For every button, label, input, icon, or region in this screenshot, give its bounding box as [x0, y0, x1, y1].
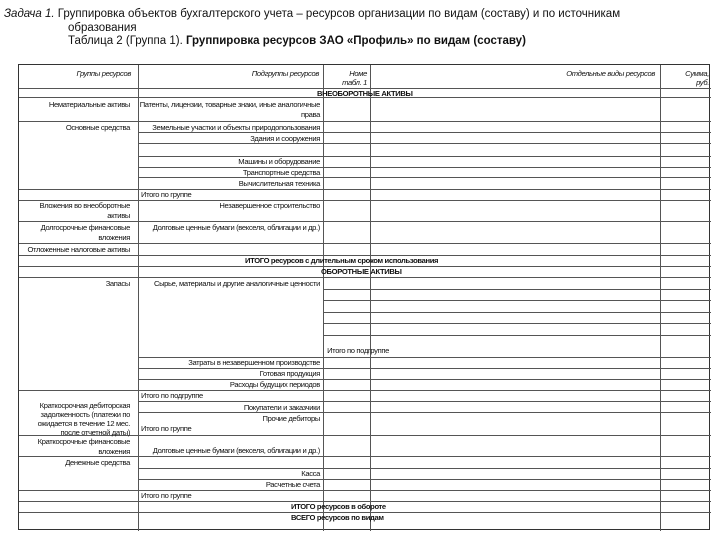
- subtotal-fixed-assets: Итого по группе: [141, 190, 192, 199]
- task-line: [4, 8, 716, 22]
- row-divider: [19, 221, 711, 222]
- row-divider: [19, 277, 711, 278]
- group-cash: Денежные средства: [65, 458, 130, 467]
- header-sum-line2: руб.: [696, 78, 709, 87]
- document-heading: [4, 8, 716, 49]
- subgroup-st-securities: Долговые ценные бумаги (векселя, облигации и др.): [152, 446, 320, 455]
- subgroup-buildings: Здания и сооружения: [250, 134, 320, 143]
- group-investments-line2: активы: [107, 211, 130, 220]
- subgroup-land: Земельные участки и объекты природопользования: [152, 123, 320, 132]
- group-lt-financial-line1: Долгосрочные финансовые: [40, 223, 130, 232]
- group-st-financial-line1: Краткосрочные финансовые: [37, 437, 130, 446]
- subgroup-lt-securities: Долговые ценные бумаги (векселя, облигации и др.): [152, 223, 320, 232]
- row-divider: [323, 323, 711, 324]
- row-divider: [19, 490, 711, 491]
- col-divider: [370, 65, 371, 531]
- subtotal-inventory: Итого по подгруппе: [141, 391, 203, 400]
- section-current-assets: ОБОРОТНЫЕ АКТИВЫ: [321, 267, 402, 276]
- task-line-cont: образования: [68, 21, 137, 34]
- col-divider: [660, 65, 661, 531]
- header-kinds: Отдельные виды ресурсов: [566, 69, 655, 78]
- group-st-receivables-line2: задолженность (платежи по: [40, 410, 130, 419]
- subtotal-receivables: Итого по группе: [141, 424, 192, 433]
- subgroup-construction: Незавершенное строительство: [219, 201, 320, 210]
- group-st-financial-line2: вложения: [98, 447, 130, 456]
- resources-table: [18, 64, 710, 530]
- row-divider: [138, 401, 711, 402]
- subgroup-raw-materials: Сырье, материалы и другие аналогичные ценности: [153, 279, 320, 288]
- total-current-resources: ИТОГО ресурсов в обороте: [291, 502, 386, 511]
- subtotal-raw-materials: Итого по подгруппе: [327, 346, 389, 355]
- row-divider: [19, 390, 711, 391]
- row-divider: [19, 189, 711, 190]
- subtotal-cash: Итого по группе: [141, 491, 192, 500]
- subgroup-other-debtors: Прочие дебиторы: [262, 414, 320, 423]
- header-sum-line1: Сумма,: [685, 69, 709, 78]
- header-number-line1: Номе: [349, 69, 367, 78]
- row-divider: [138, 412, 711, 413]
- header-number-line2: табл. 1: [342, 78, 367, 87]
- subgroup-computers: Вычислительная техника: [238, 179, 320, 188]
- row-divider: [138, 177, 711, 178]
- group-fixed-assets: Основные средства: [65, 123, 130, 132]
- subgroup-settlement-accounts: Расчетные счета: [265, 480, 320, 489]
- row-divider: [323, 312, 711, 313]
- group-deferred-tax: Отложенные налоговые активы: [27, 245, 130, 254]
- subgroup-patents-line1: Патенты, лицензии, товарные знаки, иные аналогичные: [139, 100, 320, 109]
- row-divider: [19, 121, 711, 122]
- row-divider: [19, 456, 711, 457]
- section-noncurrent-assets: ВНЕОБОРОТНЫЕ АКТИВЫ: [317, 89, 413, 98]
- group-st-receivables-line1: Краткосрочная дебиторская: [39, 401, 130, 410]
- subgroup-machinery: Машины и оборудование: [238, 157, 320, 166]
- task-text: Группировка объектов бухгалтерского учета – ресурсов организации по видам (составу) и по источникам: [54, 8, 621, 20]
- subgroup-vehicles: Транспортные средства: [242, 168, 320, 177]
- subgroup-wip: Затраты в незавершенном производстве: [188, 358, 320, 367]
- grand-total-resources: ВСЕГО ресурсов по видам: [291, 513, 384, 522]
- row-divider: [19, 243, 711, 244]
- row-divider: [323, 335, 711, 336]
- row-divider: [323, 289, 711, 290]
- row-divider: [138, 143, 711, 144]
- table-caption: [4, 35, 716, 49]
- subgroup-customers: Покупатели и заказчики: [243, 403, 320, 412]
- row-divider: [138, 132, 711, 133]
- header-groups: Группы ресурсов: [76, 69, 131, 78]
- group-intangible: Нематериальные активы: [48, 100, 130, 109]
- group-investments-line1: Вложения во внеоборотные: [39, 201, 130, 210]
- group-lt-financial-line2: вложения: [98, 233, 130, 242]
- group-st-receivables-line4: после отчетной даты): [60, 428, 130, 437]
- subgroup-cash-desk: Касса: [301, 469, 320, 478]
- subgroup-finished-goods: Готовая продукция: [259, 369, 320, 378]
- subgroup-patents-line2: права: [301, 110, 320, 119]
- header-subgroups: Подгруппы ресурсов: [251, 69, 319, 78]
- subgroup-future-expenses: Расходы будущих периодов: [229, 380, 320, 389]
- table-ref: Таблица 2 (Группа 1).: [68, 35, 183, 47]
- group-st-receivables-line3: ожидается в течение 12 мес.: [37, 419, 130, 428]
- row-divider: [323, 300, 711, 301]
- table-title: Группировка ресурсов ЗАО «Профиль» по видам (составу): [182, 35, 526, 47]
- task-label: Задача 1.: [4, 8, 55, 20]
- group-inventory: Запасы: [105, 279, 130, 288]
- col-divider: [323, 65, 324, 531]
- total-longterm-resources: ИТОГО ресурсов с длительным сроком использования: [245, 256, 439, 265]
